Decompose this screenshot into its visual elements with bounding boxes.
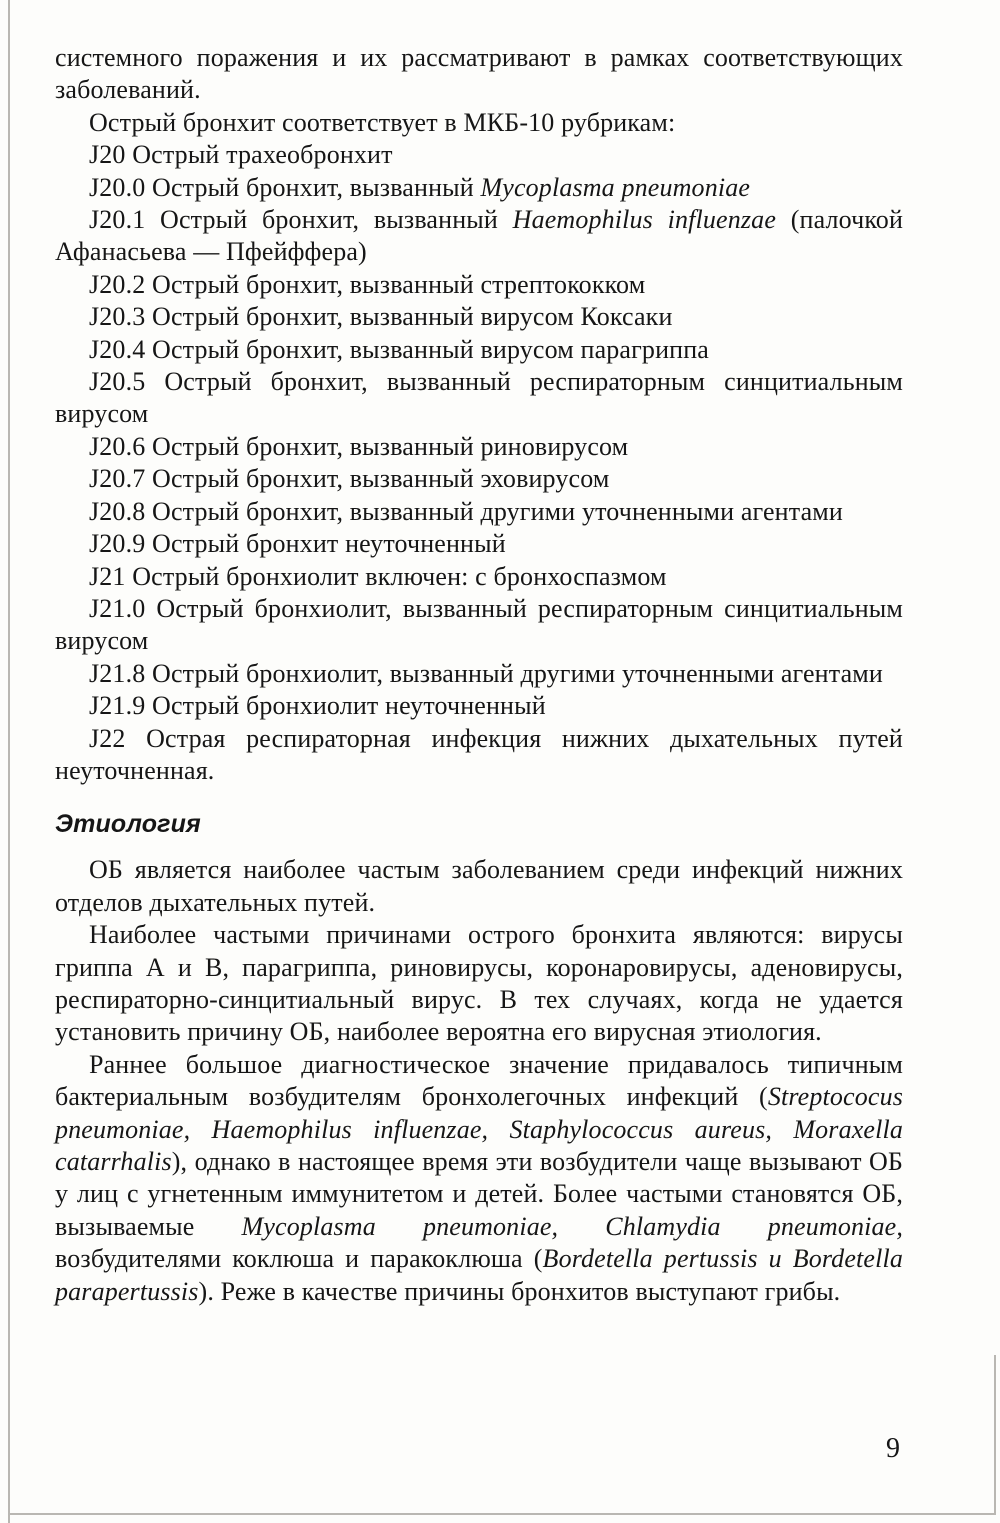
icd-item-text: J22 Острая респираторная инфекция нижних дыхательных путей неуточненная.	[55, 723, 903, 785]
icd-list-intro: Острый бронхит соответствует в МКБ-10 рубрикам:	[89, 107, 676, 137]
icd-item-text-post: (палочкой Афанасьева — Пфейффера)	[55, 205, 904, 267]
paragraph-text: возбудителями коклюша и паракоклюша (	[55, 1244, 543, 1274]
paragraph-mixed	[55, 1049, 903, 1308]
page-content	[55, 42, 903, 1308]
icd-item	[55, 463, 903, 495]
icd-item	[55, 366, 903, 431]
scan-edge-left	[8, 0, 10, 1523]
paragraph-continuation: системного поражения и их рассматривают в рамках соответствующих заболеваний.	[55, 43, 903, 105]
icd-item-text: J20.7 Острый бронхит, вызванный эховирусом	[89, 464, 610, 494]
paragraph-text: ). Реже в качестве причины бронхитов выступают грибы.	[198, 1276, 841, 1306]
icd-item-species: Mycoplasma pneumoniae	[480, 172, 751, 202]
icd-item	[55, 334, 903, 366]
icd-item	[55, 496, 903, 528]
icd-item	[55, 561, 903, 593]
icd-item-text: J20.1 Острый бронхит, вызванный	[89, 205, 513, 235]
icd-item-text: J20.2 Острый бронхит, вызванный стрептококком	[89, 269, 646, 299]
icd-item-text: J20.8 Острый бронхит, вызванный другими уточненными агентами	[89, 496, 843, 526]
icd-item-species: Haemophilus influenzae	[512, 205, 777, 235]
icd-item-text: J20.9 Острый бронхит неуточненный	[89, 529, 506, 559]
icd-item-text: J20.6 Острый бронхит, вызванный риновирусом	[89, 431, 629, 461]
scan-edge-right	[994, 1355, 996, 1515]
icd-item	[55, 301, 903, 333]
paragraph: Наиболее частыми причинами острого бронхита являются: вирусы гриппа А и В, парагриппа, риновирусы, коронаровирусы, аденовирусы, респираторно-синцитиальный вирус. В тех случаях, когда не удается установить причину ОБ, наиболее вероятна его вирусная этиология.	[55, 920, 903, 1047]
icd-item-text: J21.0 Острый бронхиолит, вызванный респираторным синцитиальным вирусом	[55, 593, 903, 656]
icd-item-text: J20.4 Острый бронхит, вызванный вирусом парагриппа	[89, 334, 709, 364]
icd-item-text: J21.8 Острый бронхиолит, вызванный другими уточненными агентами	[89, 658, 883, 688]
icd-item-text: J21.9 Острый бронхиолит неуточненный	[89, 691, 546, 721]
icd-item-text: J20.3 Острый бронхит, вызванный вирусом Коксаки	[89, 302, 673, 332]
scan-edge-bottom	[8, 1513, 994, 1515]
icd-item	[55, 269, 903, 301]
icd-item	[55, 723, 903, 788]
icd-item	[55, 658, 903, 690]
icd-item	[55, 172, 903, 204]
icd-item-text: J20.0 Острый бронхит, вызванный	[89, 172, 481, 202]
species-names: Bordetella pertussis и Bordetella parapertussis	[55, 1244, 903, 1306]
species-names: Mycoplasma pneumoniae, Chlamydia pneumoniae,	[241, 1211, 903, 1241]
icd-item	[55, 593, 903, 658]
icd-item-text: J20.5 Острый бронхит, вызванный респираторным синцитиальным вирусом	[55, 367, 903, 429]
icd-item	[55, 431, 903, 463]
page-number: 9	[886, 1433, 900, 1464]
icd-item-text: J21 Острый бронхиолит включен: с бронхоспазмом	[89, 561, 667, 591]
icd-item	[55, 204, 903, 269]
section-heading-etiology: Этиология	[55, 810, 201, 839]
paragraph-text: Раннее большое диагностическое значение придавалось типичным бактериальным возбудителям бронхолегочных инфекций (	[55, 1049, 903, 1112]
icd-item-text: J20 Острый трахеобронхит	[89, 140, 393, 170]
paragraph: ОБ является наиболее частым заболеванием среди инфекций нижних отделов дыхательных путей.	[55, 855, 903, 917]
icd-item	[55, 528, 903, 560]
icd-item	[55, 690, 903, 722]
icd-item	[55, 139, 903, 171]
paragraph-text: ), однако в настоящее время эти возбудители чаще вызывают ОБ у лиц с угнетенным иммунитетом и детей. Более частыми становятся ОБ, вызываемые	[55, 1147, 903, 1241]
species-names: Streptococus pneumoniae, Haemophilus influenzae, Staphylococcus aureus, Moraxella catarrhalis	[55, 1082, 903, 1176]
